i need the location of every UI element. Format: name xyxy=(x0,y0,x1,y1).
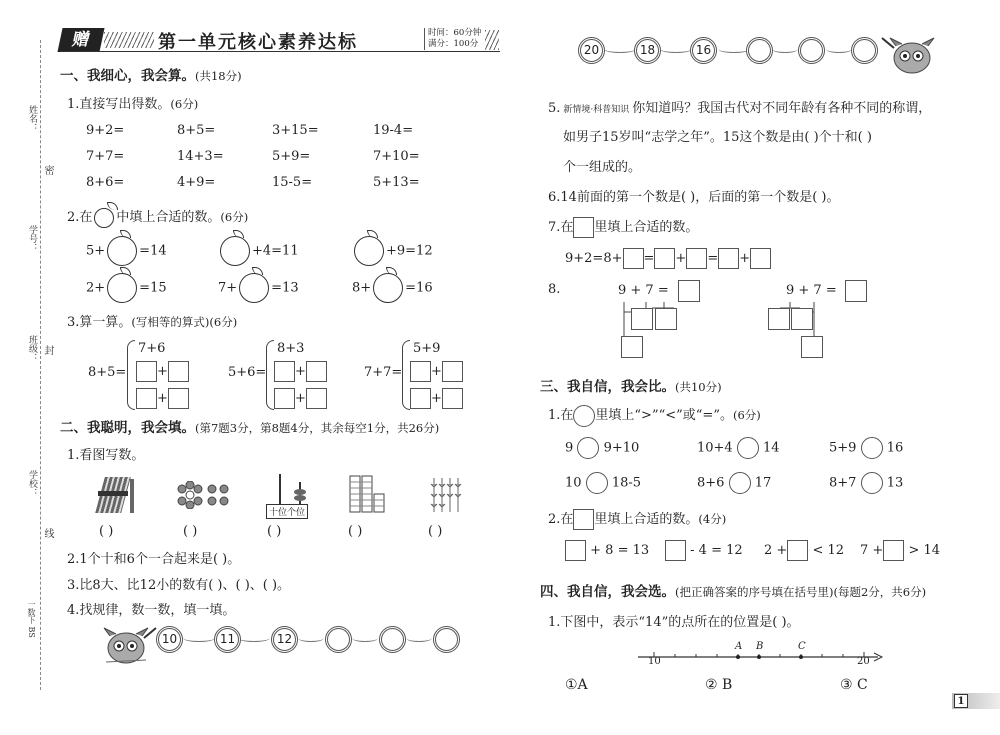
q2-4: 4.找规律，数一数，填一填。 xyxy=(67,603,236,618)
cmp-right: 14 xyxy=(763,440,780,456)
cmp-right: 9+10 xyxy=(603,440,640,456)
answer-box[interactable] xyxy=(718,248,739,269)
brace-lhs: 5+6= xyxy=(228,365,267,380)
apple-icon[interactable] xyxy=(220,236,250,266)
expr-a: 2+ xyxy=(86,280,106,296)
calc-item: 7+10= xyxy=(373,149,420,164)
expr-a: 5+ xyxy=(86,243,106,259)
q-points: (4分) xyxy=(698,512,727,526)
nl-start: 10 xyxy=(648,656,661,667)
time-score xyxy=(424,28,481,50)
answer-box[interactable] xyxy=(442,388,463,409)
section-1-title xyxy=(60,64,242,84)
brace-top: 8+3 xyxy=(277,341,305,356)
answer-box[interactable] xyxy=(655,308,677,330)
abacus-label: 十位个位 xyxy=(266,504,308,519)
nl-point-c: C xyxy=(798,641,806,652)
s2-points: (第7题3分，第8题4分，其余每空1分，共26分) xyxy=(195,421,440,435)
answer-box[interactable] xyxy=(623,248,644,269)
calc-item: 8+6= xyxy=(86,175,125,190)
cmp-left: 9 xyxy=(565,440,574,456)
seal-feng: 封 xyxy=(42,345,53,355)
section-3-title xyxy=(540,375,722,395)
q-points: (6分) xyxy=(209,315,238,329)
answer-box[interactable] xyxy=(665,540,686,561)
nl-end: 20 xyxy=(857,656,870,667)
answer-box[interactable] xyxy=(654,248,675,269)
eq-part: + xyxy=(675,251,687,266)
box-icon xyxy=(573,217,594,238)
answer-box[interactable] xyxy=(274,388,295,409)
sequence-blank[interactable] xyxy=(851,37,878,64)
cmp-left: 10 xyxy=(565,475,582,491)
calc-item: 5+9= xyxy=(272,149,311,164)
apple-icon[interactable] xyxy=(107,273,137,303)
compare-circle[interactable] xyxy=(861,472,883,494)
answer-box[interactable] xyxy=(410,388,431,409)
q4-1: 1.下图中，表示“14”的点所在的位置是( )。 xyxy=(548,615,800,630)
brace-lhs: 7+7= xyxy=(364,365,403,380)
new-context-tag: 新情境·科普知识 xyxy=(563,105,630,115)
q-text: 你知道吗？我国古代对不同年龄有各种不同的称谓， xyxy=(632,101,932,116)
answer-box[interactable] xyxy=(565,540,586,561)
fill-pre: 2 + xyxy=(764,543,788,558)
fill-expr: > 14 xyxy=(908,543,941,558)
q-note: (写相等的算式) xyxy=(131,315,210,329)
fill-expr: < 12 xyxy=(812,543,845,558)
class-label: 班级： xyxy=(27,335,37,362)
q5-line3: 个一组成的。 xyxy=(563,160,642,175)
page-title: 第一单元核心素养达标 xyxy=(158,32,358,53)
q-text: 1.在 xyxy=(548,408,574,423)
calc-item: 4+9= xyxy=(177,175,216,190)
cmp-right: 13 xyxy=(886,475,904,491)
fill-expr: + 8 = 13 xyxy=(590,543,650,558)
page-number-tab xyxy=(952,693,1000,709)
q2-2: 2.1个十和6个一合起来是( )。 xyxy=(67,552,241,567)
q5-line1 xyxy=(548,97,931,116)
circle-icon xyxy=(573,405,595,427)
answer-box[interactable] xyxy=(168,388,189,409)
q-points: (6分) xyxy=(220,210,249,224)
q-text: 3.算一算。 xyxy=(67,315,132,330)
q3-1-title xyxy=(548,404,761,427)
eq-part: = xyxy=(707,251,719,266)
expr-b: =16 xyxy=(405,280,433,296)
q-text: 1.直接写出得数。 xyxy=(67,97,171,112)
apple-icon[interactable] xyxy=(107,236,137,266)
compare-circle[interactable] xyxy=(861,437,883,459)
option-a[interactable]: ①A xyxy=(565,677,588,693)
expr-b: =13 xyxy=(271,280,299,296)
compare-circle[interactable] xyxy=(737,437,759,459)
fill-expr: - 4 = 12 xyxy=(690,543,743,558)
header-hatch xyxy=(104,32,154,48)
eq-part: = xyxy=(643,251,655,266)
answer-box[interactable] xyxy=(621,336,643,358)
expr-b: =15 xyxy=(139,280,167,296)
calc-item: 15-5= xyxy=(272,175,313,190)
cmp-right: 18-5 xyxy=(611,475,642,491)
eq-part: + xyxy=(739,251,751,266)
answer-paren[interactable]: ( ) xyxy=(183,524,198,539)
answer-box[interactable] xyxy=(768,308,790,330)
q5-line2: 如男子15岁叫“志学之年”。15这个数是由( )个十和( ) xyxy=(563,130,872,145)
section-2-title xyxy=(60,416,439,436)
sequence-number: 12 xyxy=(271,626,298,653)
q-text2: 里填上“>”“<”或“=”。 xyxy=(595,408,733,423)
q8-num: 8. xyxy=(548,282,561,297)
s2-title-text: 二、我聪明，我会填。 xyxy=(60,420,195,436)
q-text: 2.在 xyxy=(548,512,574,527)
gift-badge: 赠 xyxy=(57,28,104,52)
compare-circle[interactable] xyxy=(586,472,608,494)
compare-circle[interactable] xyxy=(577,437,599,459)
compare-circle[interactable] xyxy=(729,472,751,494)
book-label: 一数下 BS xyxy=(27,600,36,638)
answer-box[interactable] xyxy=(168,361,189,382)
s1-points: (共18分) xyxy=(195,69,242,83)
expr-b: +4=11 xyxy=(252,243,299,259)
q8-equation: 9 + 7 = xyxy=(618,283,669,298)
calc-item: 7+7= xyxy=(86,149,125,164)
id-label: 学号： xyxy=(27,225,37,252)
s3-title-text: 三、我自信，我会比。 xyxy=(540,379,675,395)
q3-2-title xyxy=(548,508,726,530)
cmp-left: 8+7 xyxy=(829,475,857,491)
cmp-left: 8+6 xyxy=(697,475,725,491)
q-text: 7.在 xyxy=(548,220,574,235)
expr-b: =14 xyxy=(139,243,167,259)
nl-point-a: A xyxy=(735,641,743,652)
answer-box[interactable] xyxy=(274,361,295,382)
q-text2: 中填上合适的数。 xyxy=(116,210,221,225)
page-number: 1 xyxy=(954,694,968,708)
q1-2-title xyxy=(67,206,248,228)
apple-icon[interactable] xyxy=(239,273,269,303)
answer-paren[interactable]: ( ) xyxy=(428,524,443,539)
s4-title-text: 四、我自信，我会选。 xyxy=(540,584,675,600)
s1-title-text: 一、我细心，我会算。 xyxy=(60,68,195,84)
q-num: 5. xyxy=(548,101,561,116)
fill-pre: 7 + xyxy=(860,543,884,558)
answer-box[interactable] xyxy=(750,248,771,269)
answer-paren[interactable]: ( ) xyxy=(348,524,363,539)
answer-box[interactable] xyxy=(136,361,157,382)
header-rule xyxy=(60,51,500,52)
q1-3-title xyxy=(67,311,237,330)
abacus-image xyxy=(266,472,314,524)
score-text: 满分：100分 xyxy=(428,39,479,49)
mascot-image xyxy=(880,34,942,84)
answer-paren[interactable]: ( ) xyxy=(99,524,114,539)
answer-box[interactable] xyxy=(410,361,431,382)
name-label: 姓名： xyxy=(27,105,37,132)
calc-item: 19-4= xyxy=(373,123,414,138)
answer-box[interactable] xyxy=(306,388,327,409)
calc-item: 9+2= xyxy=(86,123,125,138)
q6: 6.14前面的第一个数是( )，后面的第一个数是( )。 xyxy=(548,190,840,205)
section-4-title xyxy=(540,580,926,600)
sticks-image xyxy=(100,477,136,513)
seal-mi: 密 xyxy=(42,165,53,175)
cmp-left: 5+9 xyxy=(829,440,857,456)
brace xyxy=(266,340,274,410)
answer-box[interactable] xyxy=(678,280,700,302)
answer-box[interactable] xyxy=(801,336,823,358)
eq-part: 9+2=8+ xyxy=(565,251,623,266)
q8-equation: 9 + 7 = xyxy=(786,283,837,298)
sequence-blank[interactable] xyxy=(433,626,460,653)
nl-point-b: B xyxy=(756,641,764,652)
answer-box[interactable] xyxy=(845,280,867,302)
sprouts-image xyxy=(428,474,468,518)
expr-a: 7+ xyxy=(218,280,238,296)
calc-item: 14+3= xyxy=(177,149,224,164)
q-text2: 里填上合适的数。 xyxy=(594,512,699,527)
school-label: 学校： xyxy=(27,470,37,497)
answer-box[interactable] xyxy=(883,540,904,561)
brace-top: 5+9 xyxy=(413,341,441,356)
q7-equation xyxy=(565,248,771,269)
sequence-blank[interactable] xyxy=(746,37,773,64)
sequence-blank[interactable] xyxy=(325,626,352,653)
seal-xian: 线 xyxy=(42,528,53,538)
q-text: 2.在 xyxy=(67,210,93,225)
time-text: 时间：60分钟 xyxy=(428,28,482,38)
option-c[interactable]: ③ C xyxy=(840,677,868,693)
cmp-right: 17 xyxy=(754,475,772,491)
q-points: (6分) xyxy=(732,408,761,422)
mascot-image xyxy=(96,624,158,674)
calc-item: 3+15= xyxy=(272,123,319,138)
box-icon xyxy=(573,509,594,530)
sequence-blank[interactable] xyxy=(379,626,406,653)
calc-item: 8+5= xyxy=(177,123,216,138)
brace-lhs: 8+5= xyxy=(88,365,127,380)
q1-1-title xyxy=(67,93,198,112)
q2-1-title: 1.看图写数。 xyxy=(67,448,145,463)
sequence-number: 10 xyxy=(156,626,183,653)
calc-item: 5+13= xyxy=(373,175,420,190)
sequence-number: 18 xyxy=(634,37,661,64)
s4-points: (把正确答案的序号填在括号里)(每题2分，共6分) xyxy=(675,585,927,599)
answer-box[interactable] xyxy=(686,248,707,269)
cmp-right: 16 xyxy=(886,440,904,456)
blocks-image xyxy=(348,474,388,518)
q2-3: 3.比8大、比12小的数有( )、( )、( )。 xyxy=(67,578,291,593)
q-text2: 里填上合适的数。 xyxy=(594,220,699,235)
answer-box[interactable] xyxy=(442,361,463,382)
brace xyxy=(402,340,410,410)
answer-box[interactable] xyxy=(136,388,157,409)
option-b[interactable]: ② B xyxy=(705,677,733,693)
s3-points: (共10分) xyxy=(675,380,722,394)
answer-box[interactable] xyxy=(787,540,808,561)
header-hatch-right xyxy=(485,30,499,50)
cmp-left: 10+4 xyxy=(697,440,733,456)
expr-b: +9=12 xyxy=(386,243,433,259)
q-points: (6分) xyxy=(170,97,199,111)
answer-box[interactable] xyxy=(791,308,813,330)
brace-top: 7+6 xyxy=(138,341,166,356)
q7-title xyxy=(548,216,698,238)
beads-image xyxy=(176,481,236,513)
apple-icon[interactable] xyxy=(354,236,384,266)
answer-paren[interactable]: ( ) xyxy=(267,524,282,539)
apple-icon xyxy=(94,208,114,228)
brace xyxy=(127,340,135,410)
sequence-number: 11 xyxy=(214,626,241,653)
answer-box[interactable] xyxy=(306,361,327,382)
apple-icon[interactable] xyxy=(373,273,403,303)
answer-box[interactable] xyxy=(631,308,653,330)
sequence-blank[interactable] xyxy=(798,37,825,64)
sequence-number: 16 xyxy=(690,37,717,64)
sequence-number: 20 xyxy=(578,37,605,64)
expr-a: 8+ xyxy=(352,280,372,296)
